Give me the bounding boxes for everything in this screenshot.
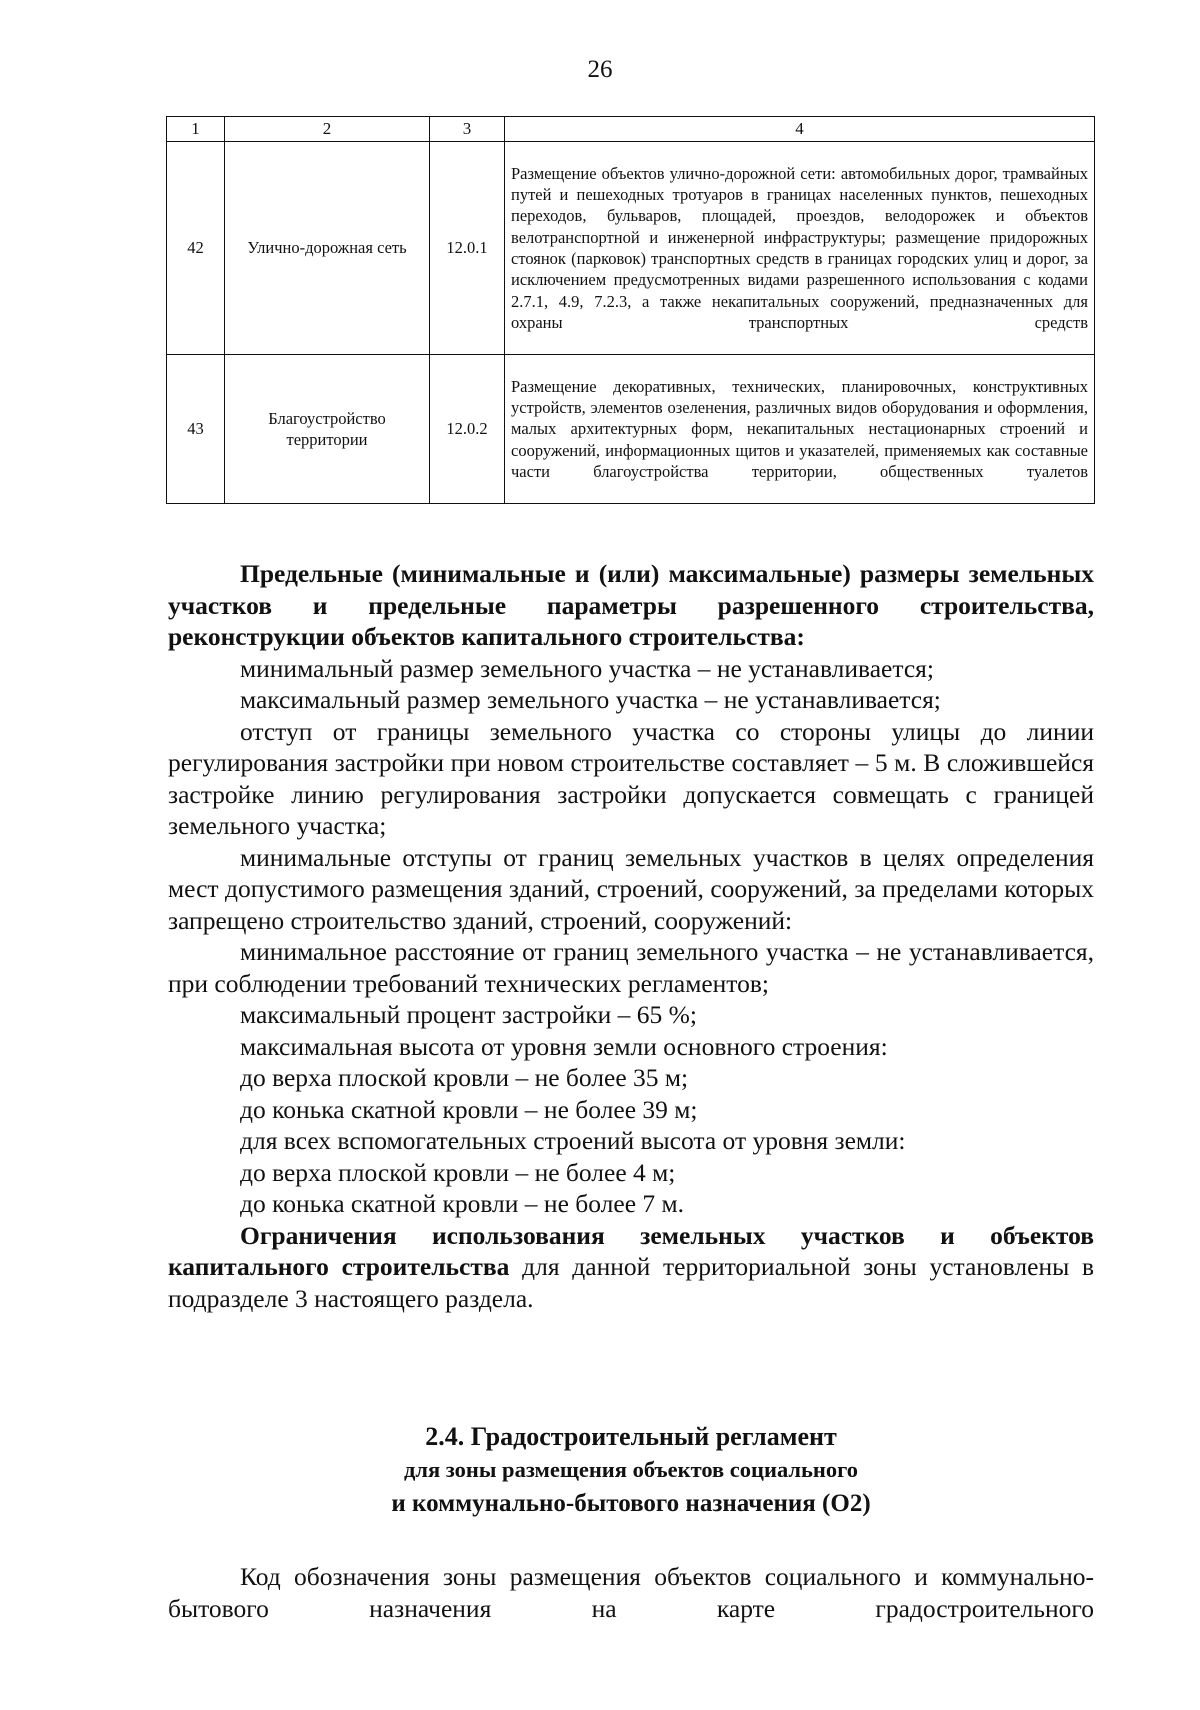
paragraph: минимальный размер земельного участка – не устанавливается; [240, 653, 934, 683]
paragraph: отступ от границы земельного участка со стороны улицы до линии регулирования застройки при новом строительстве составляет – 5 м. В сложившейся застройке линию регулирования застройки допускается совмещать с границей земельного участка; [168, 716, 1094, 840]
paragraph: максимальная высота от уровня земли основного строения: [240, 1031, 888, 1061]
section-subtitle: и коммунально-бытового назначения (О2) [391, 1490, 871, 1517]
row-number: 42 [167, 142, 225, 355]
restrictions-rest: для данной территориальной зоны установлены в подразделе 3 настоящего раздела. [168, 1252, 1095, 1313]
use-type-name: Улично-дорожная сеть [225, 142, 430, 355]
section-heading [168, 1420, 1094, 1522]
table-row [167, 142, 1095, 355]
tail-text [168, 1561, 1094, 1624]
use-type-description: Размещение объектов улично-дорожной сети: автомобильных дорог, трамвайных путей и пешеходных тротуаров в границах населенных пунктов, пешеходных переходов, бульваров, площадей, проездов, велодорожек и объектов велотранспортной и инженерной инфраструктуры; размещение придорожных стоянок (парковок) транспортных средств в границах городских улиц и дорог, за исключением предусмотренных видами разрешенного использования с кодами 2.7.1, 4.9, 7.2.3, а также некапитальных сооружений, предназначенных для охраны транспортных средств [505, 142, 1095, 355]
table-header-cell: 1 [167, 117, 225, 142]
paragraph: до конька скатной кровли – не более 7 м. [240, 1189, 685, 1218]
restrictions-bold: Ограничения использования земельных участков и объектов капитального строительства [168, 1220, 1094, 1281]
paragraph: до верха плоской кровли – не более 35 м; [240, 1063, 689, 1092]
page-number: 26 [587, 56, 613, 83]
regulations-body [168, 558, 1094, 1314]
use-type-code: 12.0.1 [430, 142, 505, 355]
limits-heading: Предельные (минимальные и (или) максимальные) размеры земельных участков и предельные параметры разрешенного строительства, реконструкции объектов капитального строительства: [168, 559, 1094, 651]
table-header-cell: 2 [225, 117, 430, 142]
paragraph: максимальный размер земельного участка – не устанавливается; [240, 685, 941, 714]
table-header-cell: 4 [505, 117, 1095, 142]
table-row [167, 355, 1095, 504]
use-type-name: Благоустройство территории [225, 355, 430, 504]
paragraph: минимальные отступы от границ земельных участков в целях определения мест допустимого размещения зданий, строений, сооружений, за пределами которых запрещено строительство зданий, строений, сооружений: [168, 842, 1094, 935]
table-header-row [167, 117, 1095, 142]
use-type-description: Размещение декоративных, технических, планировочных, конструктивных устройств, элементов озеленения, различных видов оборудования и оформления, малых архитектурных форм, некапитальных нестационарных строений и сооружений, информационных щитов и указателей, применяемых как составные части благоустройства территории, общественных туалетов [505, 355, 1095, 504]
paragraph: минимальное расстояние от границ земельного участка – не устанавливается, при соблюдении требований технических регламентов; [168, 937, 1094, 998]
table-header-cell: 3 [430, 117, 505, 142]
section-subtitle: для зоны размещения объектов социального [403, 1457, 859, 1482]
paragraph: максимальный процент застройки – 65 %; [240, 1000, 697, 1029]
use-type-code: 12.0.2 [430, 355, 505, 504]
section-title: 2.4. Градостроительный регламент [425, 1422, 837, 1451]
land-use-table [166, 116, 1095, 504]
restrictions-paragraph [168, 1220, 1094, 1315]
paragraph: до конька скатной кровли – не более 39 м; [240, 1094, 698, 1124]
row-number: 43 [167, 355, 225, 504]
paragraph: Код обозначения зоны размещения объектов социального и коммунально-бытового назначения на карте градостроительного [168, 1562, 1094, 1623]
paragraph: до верха плоской кровли – не более 4 м; [240, 1157, 676, 1187]
paragraph: для всех вспомогательных строений высота от уровня земли: [240, 1126, 906, 1155]
